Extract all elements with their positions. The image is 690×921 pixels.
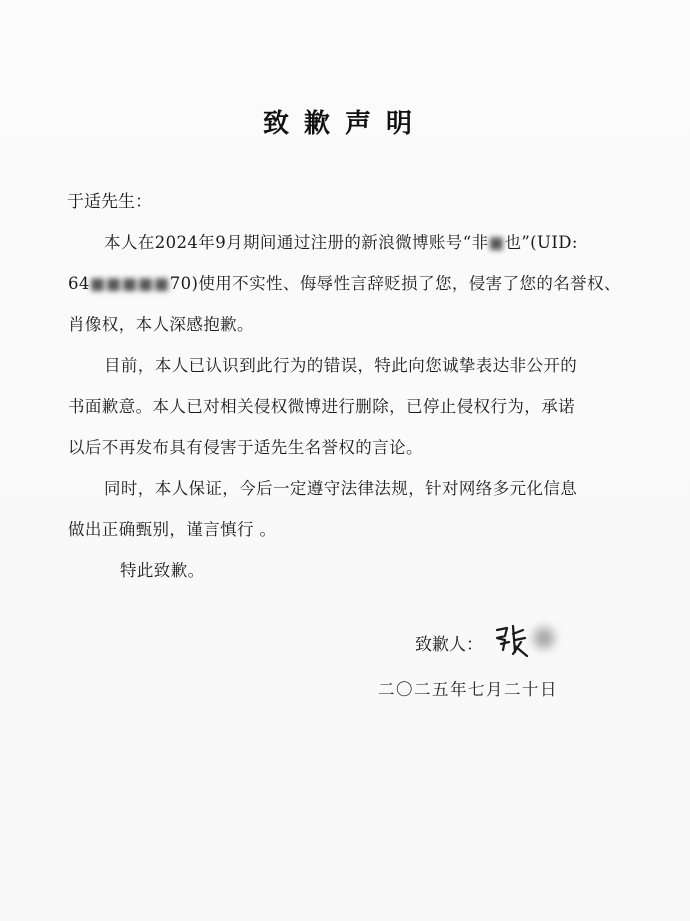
paragraph-1-line-2 — [68, 270, 628, 294]
text-segment: 64 — [68, 274, 90, 293]
paragraph-2-line-2: 书面歉意。本人已对相关侵权微博进行删除，已停止侵权行为，承诺 — [68, 397, 575, 416]
paragraph-2-line-3: 以后不再发布具有侵害于适先生名誉权的言论。 — [68, 438, 423, 457]
text-segment: 本人在2024年9月期间通过注册的新浪微博账号“非 — [104, 233, 489, 252]
document-date: 二〇二五年七月二十日 — [378, 680, 558, 699]
text-segment: 70)使用不实性、侮辱性言辞贬损了您，侵害了您的名誉权、 — [169, 274, 621, 293]
paragraph-3-line-2: 做出正确甄别，谨言慎行 。 — [68, 520, 277, 539]
closing-text: 特此致歉。 — [120, 561, 205, 580]
signature-block — [415, 620, 581, 665]
redacted-uid: ■■■■■ — [89, 274, 170, 293]
document-title: 致歉声明 — [262, 109, 427, 139]
text-segment: 也”(UID: — [504, 233, 578, 252]
paragraph-3-line-1: 同时，本人保证，今后一定遵守法律法规，针对网络多元化信息 — [104, 479, 578, 498]
handwritten-signature — [491, 620, 581, 665]
signer-label: 致歉人： — [415, 635, 483, 655]
redacted-text: ■ — [488, 233, 505, 252]
paragraph-1-line-3: 肖像权，本人深感抱歉。 — [68, 315, 254, 334]
redacted-signature — [531, 624, 557, 652]
paragraph-1-line-1 — [104, 229, 664, 253]
paragraph-2-line-1: 目前，本人已认识到此行为的错误，特此向您诚挚表达非公开的 — [104, 356, 578, 375]
salutation: 于适先生： — [67, 192, 152, 212]
